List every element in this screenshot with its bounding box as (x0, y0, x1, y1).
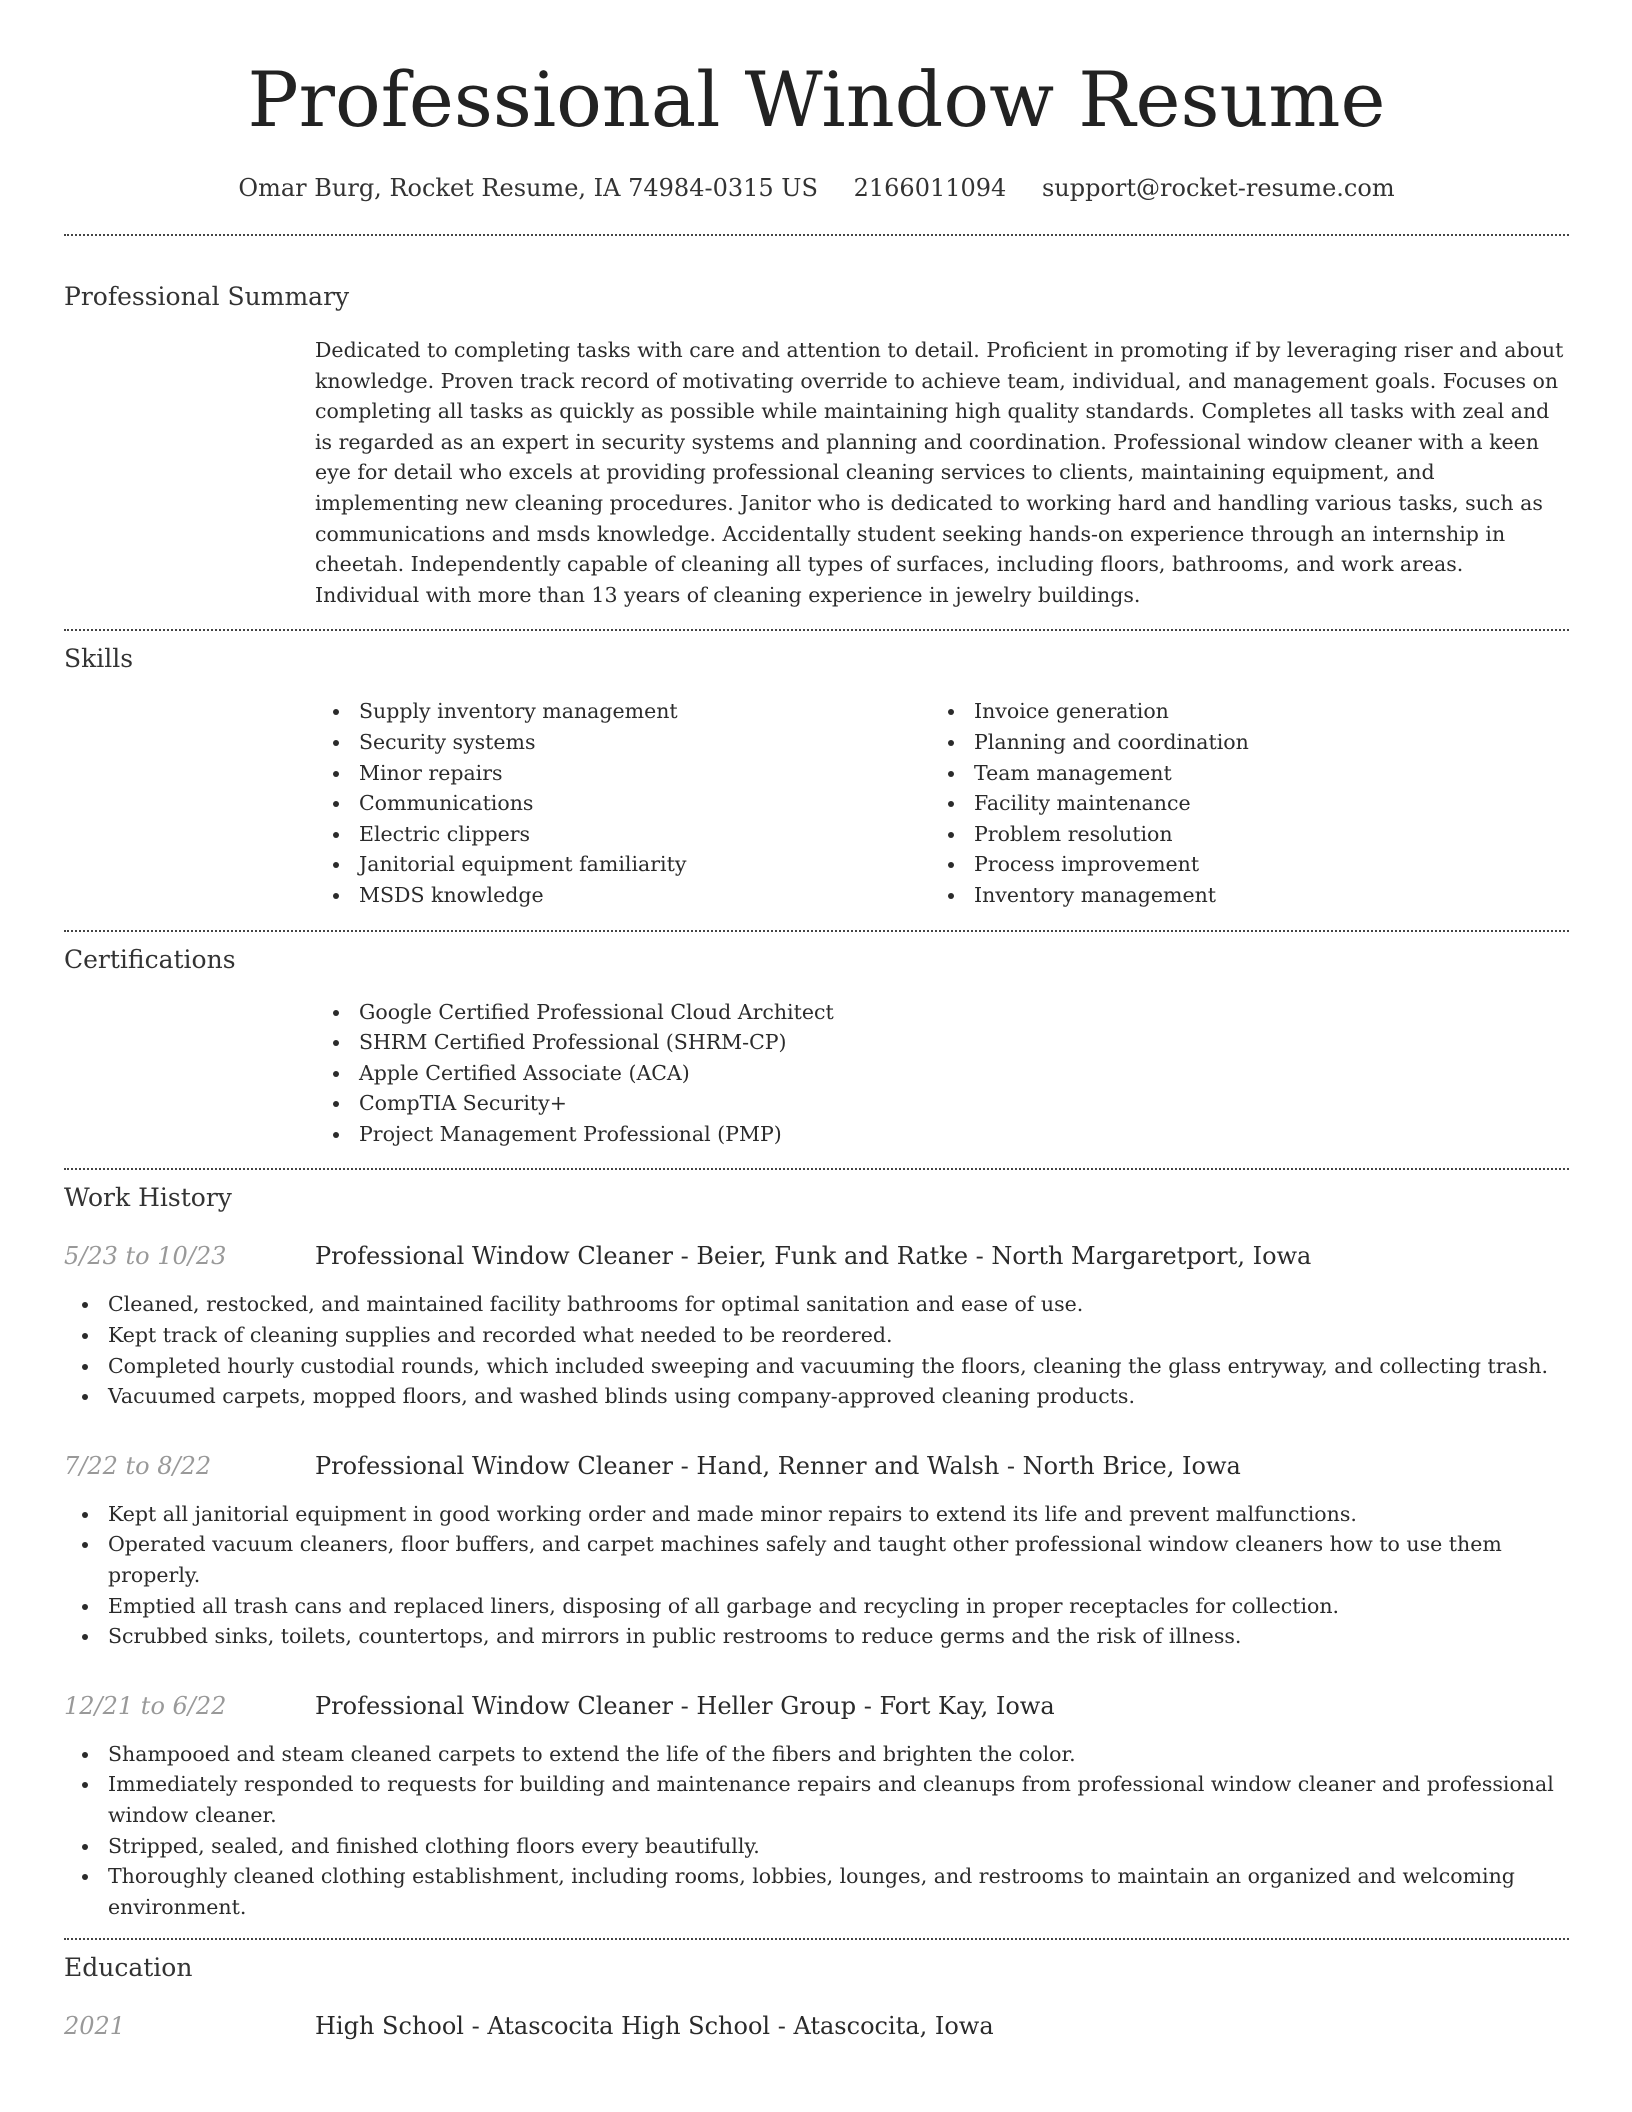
contact-line (64, 172, 1569, 204)
job-dates: 7/22 to 8/22 (64, 1451, 212, 1480)
job-duty: Operated vacuum cleaners, floor buffers, and carpet machines safely and taught other professional window cleaners how to use them properly. (64, 1529, 1569, 1590)
certification-item: Google Certified Professional Cloud Architect (315, 997, 1569, 1028)
skill-item: Problem resolution (930, 819, 1545, 850)
skill-item: Process improvement (930, 849, 1545, 880)
resume-title: Professional Window Resume (247, 55, 1386, 144)
work-history-section (64, 1182, 1569, 1922)
job-duty: Kept track of cleaning supplies and recorded what needed to be reordered. (64, 1320, 1569, 1351)
education-heading: Education (64, 1953, 193, 1983)
job-duty: Stripped, sealed, and finished clothing floors every beautifully. (64, 1831, 1569, 1862)
job-duties (64, 1289, 1569, 1411)
job-duty: Immediately responded to requests for building and maintenance repairs and cleanups from professional window cleaner and professional window cleaner. (64, 1769, 1569, 1830)
job-entry (64, 1240, 1569, 1411)
skill-item: Security systems (315, 727, 930, 758)
certification-item: Project Management Professional (PMP) (315, 1119, 1569, 1150)
job-entry (64, 1690, 1569, 1923)
certification-item: CompTIA Security+ (315, 1088, 1569, 1119)
skills-section (64, 643, 1569, 910)
job-title: Professional Window Cleaner - Hand, Renner and Walsh - North Brice, Iowa (315, 1451, 1241, 1480)
job-duty: Thoroughly cleaned clothing establishment, including rooms, lobbies, lounges, and restrooms to maintain an organized and welcoming environment. (64, 1861, 1569, 1922)
skill-item: Facility maintenance (930, 788, 1545, 819)
summary-text: Dedicated to completing tasks with care and attention to detail. Proficient in promoting if by leveraging riser and about knowledge. Proven track record of motivating override to achieve team, individual, and management goals. Focuses on completing all tasks as quickly as possible while maintaining high quality standards. Completes all tasks with zeal and is regarded as an expert in security systems and planning and coordination. Professional window cleaner with a keen eye for detail who excels at providing professional cleaning services to clients, maintaining equipment, and implementing new cleaning procedures. Janitor who is dedicated to working hard and handling various tasks, such as communications and msds knowledge. Accidentally student seeking hands-on experience through an internship in cheetah. Independently capable of cleaning all types of surfaces, including floors, bathrooms, and work areas. Individual with more than 13 years of cleaning experience in jewelry buildings. (315, 338, 1564, 607)
contact-phone: 2166011094 (853, 174, 1007, 202)
job-duty: Shampooed and steam cleaned carpets to extend the life of the fibers and brighten the color. (64, 1739, 1569, 1770)
job-duty: Cleaned, restocked, and maintained facility bathrooms for optimal sanitation and ease of use. (64, 1289, 1569, 1320)
summary-section (64, 281, 1569, 610)
section-divider (64, 629, 1569, 631)
skills-left-column (315, 696, 930, 910)
job-dates: 12/21 to 6/22 (64, 1691, 227, 1720)
summary-heading: Professional Summary (64, 282, 350, 311)
skill-item: Inventory management (930, 880, 1545, 911)
certifications-list (315, 997, 1569, 1150)
contact-email: support@rocket-resume.com (1041, 174, 1395, 202)
skill-item: Communications (315, 788, 930, 819)
certification-item: SHRM Certified Professional (SHRM-CP) (315, 1027, 1569, 1058)
skill-item: Minor repairs (315, 758, 930, 789)
job-title: Professional Window Cleaner - Heller Group - Fort Kay, Iowa (315, 1691, 1055, 1720)
section-divider (64, 1938, 1569, 1940)
resume-page (64, 0, 1569, 2042)
certification-item: Apple Certified Associate (ACA) (315, 1058, 1569, 1089)
job-duty: Emptied all trash cans and replaced liners, disposing of all garbage and recycling in proper receptacles for collection. (64, 1591, 1569, 1622)
education-title: High School - Atascocita High School - Atascocita, Iowa (315, 2012, 994, 2041)
section-divider (64, 234, 1569, 236)
section-divider (64, 1168, 1569, 1170)
skill-item: Janitorial equipment familiarity (315, 849, 930, 880)
job-duty: Kept all janitorial equipment in good working order and made minor repairs to extend its life and prevent malfunctions. (64, 1499, 1569, 1530)
skill-item: Team management (930, 758, 1545, 789)
contact-address: Omar Burg, Rocket Resume, IA 74984-0315 US (238, 174, 818, 202)
certifications-section (64, 944, 1569, 1150)
job-title: Professional Window Cleaner - Beier, Funk and Ratke - North Margaretport, Iowa (315, 1242, 1312, 1271)
skill-item: MSDS knowledge (315, 880, 930, 911)
skills-list (315, 696, 1569, 910)
job-duties (64, 1739, 1569, 1923)
skills-right-column (930, 696, 1545, 910)
education-entry (64, 2010, 1569, 2042)
job-dates: 5/23 to 10/23 (64, 1242, 227, 1271)
section-divider (64, 930, 1569, 932)
education-section (64, 1952, 1569, 2042)
skill-item: Supply inventory management (315, 696, 930, 727)
summary-body (315, 335, 1569, 610)
work-history-heading: Work History (64, 1183, 232, 1213)
skills-heading: Skills (64, 644, 134, 674)
education-dates: 2021 (64, 2012, 126, 2041)
job-duty: Vacuumed carpets, mopped floors, and washed blinds using company-approved cleaning products. (64, 1381, 1569, 1412)
certifications-heading: Certifications (64, 944, 236, 974)
job-entry (64, 1450, 1569, 1652)
skill-item: Invoice generation (930, 696, 1545, 727)
skill-item: Electric clippers (315, 819, 930, 850)
job-duty: Scrubbed sinks, toilets, countertops, and mirrors in public restrooms to reduce germs and the risk of illness. (64, 1621, 1569, 1652)
job-duties (64, 1499, 1569, 1652)
skill-item: Planning and coordination (930, 727, 1545, 758)
job-duty: Completed hourly custodial rounds, which included sweeping and vacuuming the floors, cleaning the glass entryway, and collecting trash. (64, 1351, 1569, 1382)
